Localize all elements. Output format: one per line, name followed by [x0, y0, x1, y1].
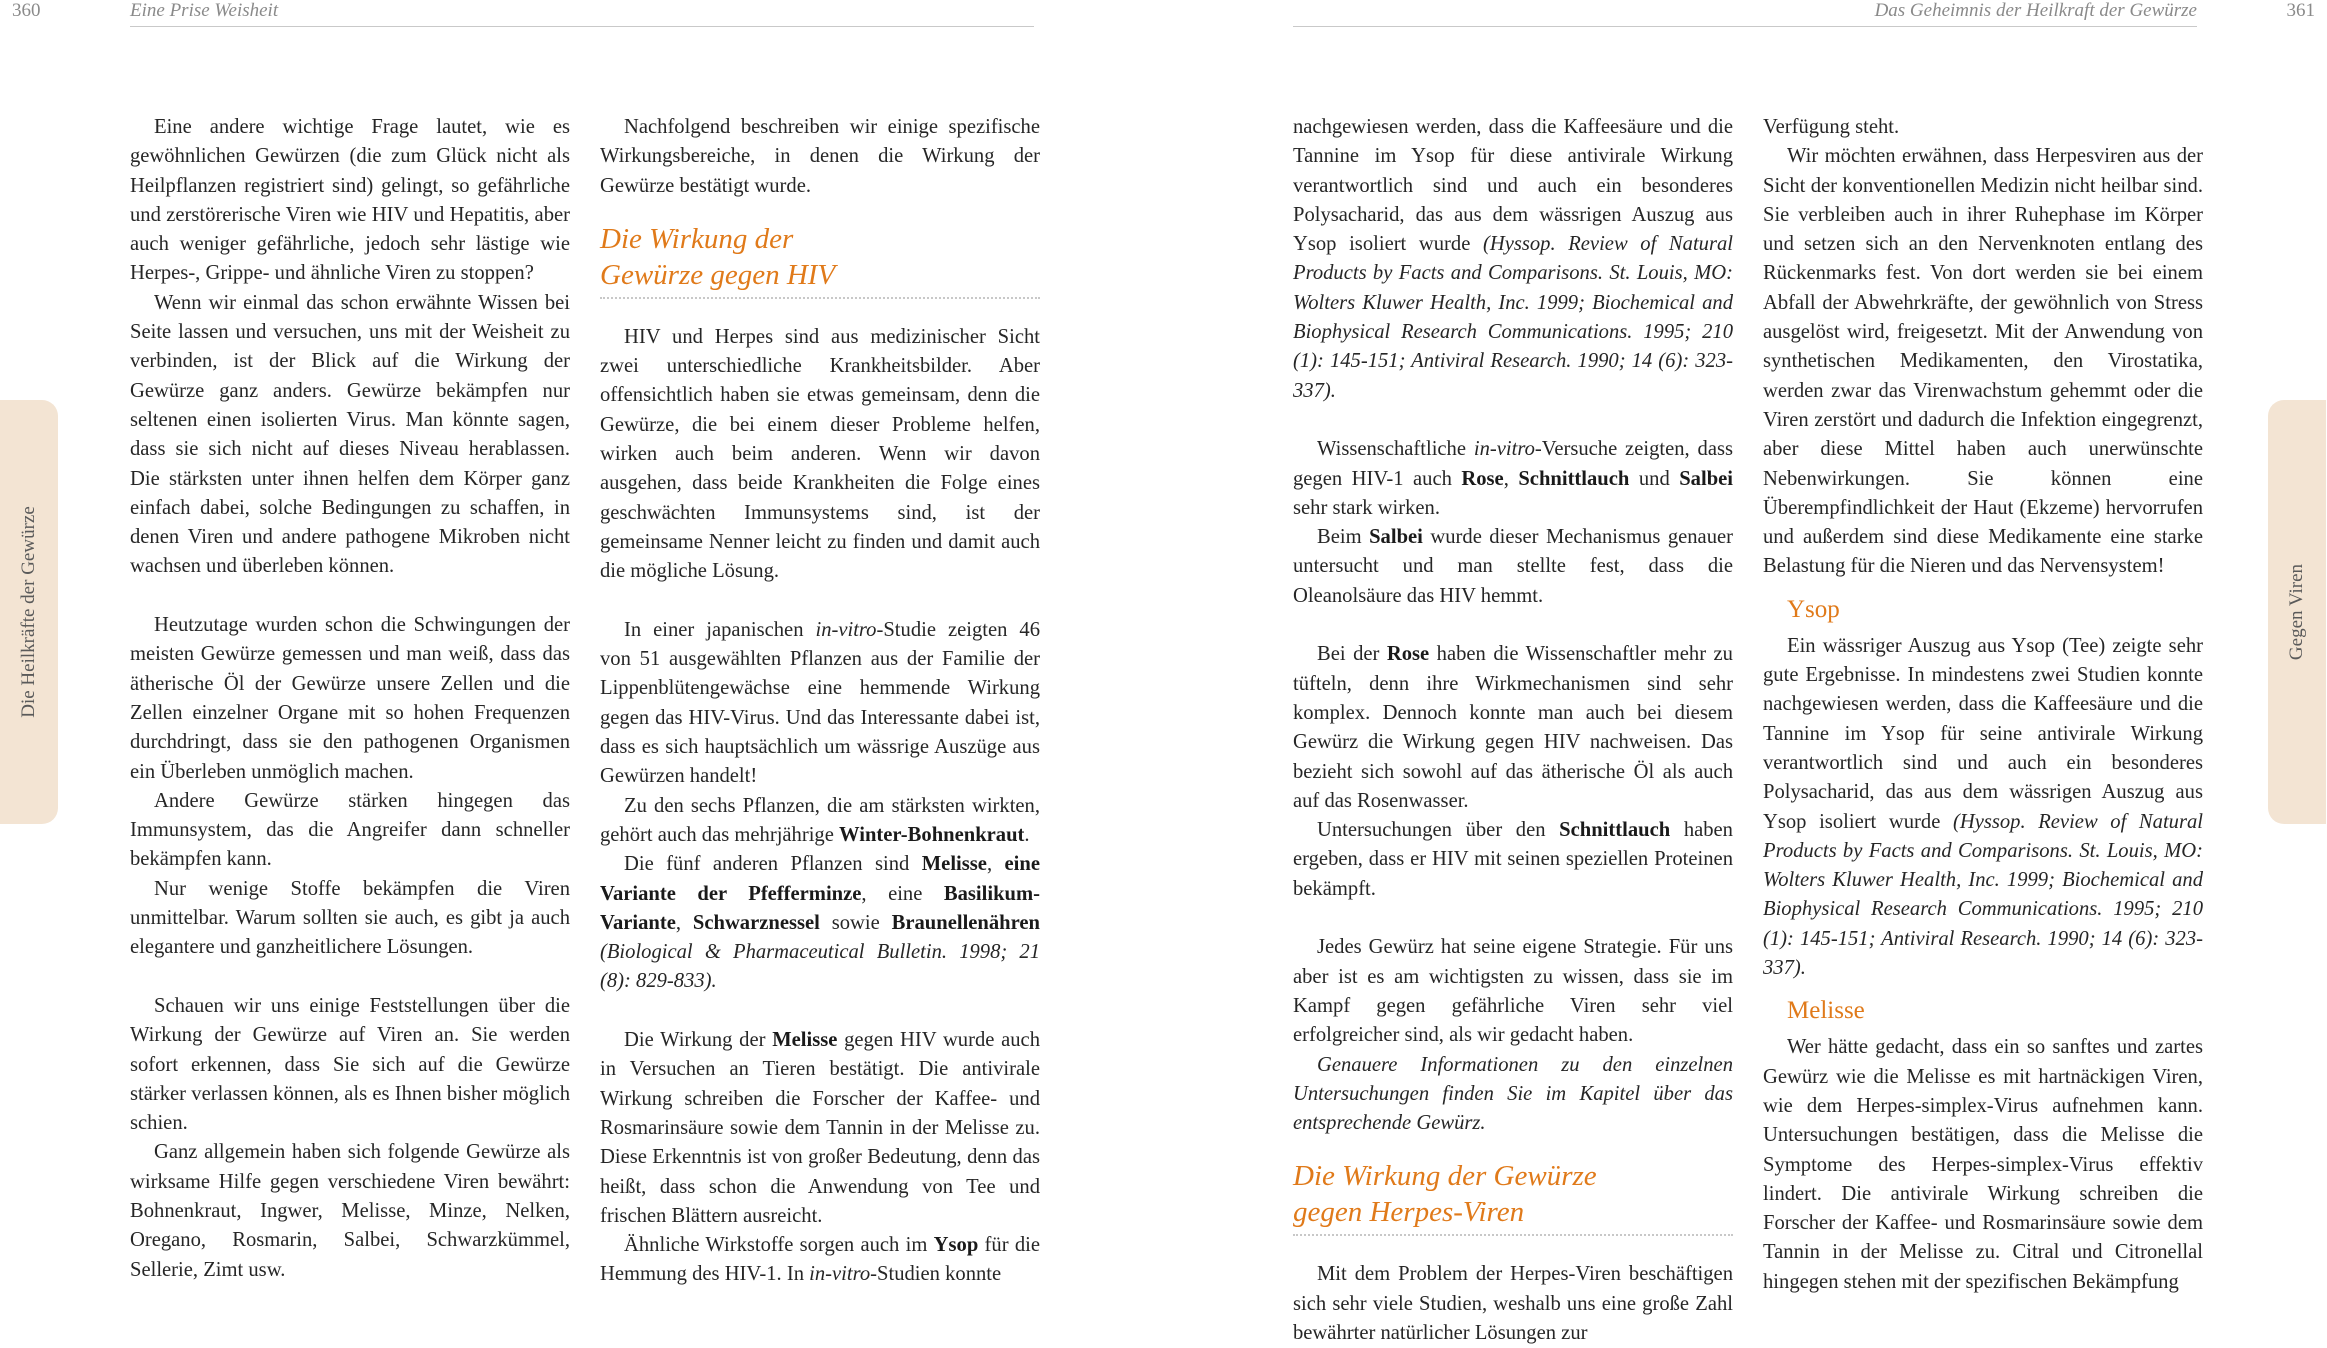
paragraph: Bei der Rose haben die Wissenschaftler mehr zu tüfteln, denn ihre Wirkmechanismen sind sehr komplex. Dennoch konnte man auch bei diesem Gewürz die Wirkung gegen HIV nachweisen. Das bezieht sich sowohl auf das ätherische Öl als auch auf das Rosenwasser. [1293, 643, 1733, 812]
paragraph: Andere Gewürze stärken hingegen das Immunsystem, das die Angreifer dann schneller bekämpfen kann. [130, 789, 570, 871]
paragraph: In einer japanischen in-vitro-Studie zeigten 46 von 51 ausgewählten Pflanzen aus der Familie der Lippenblütengewächse eine hemmende Wirkung gegen das HIV-Virus. Und das Interessante dabei ist, dass es sich hauptsächlich um wässrige Auszüge aus Gewürzen handelt! [600, 618, 1040, 788]
left-header-rule [130, 26, 1034, 27]
paragraph: Genauere Informationen zu den einzelnen Untersuchungen finden Sie im Kapitel über das entsprechende Gewürz. [1293, 1053, 1733, 1135]
right-page-number: 361 [2286, 0, 2315, 21]
paragraph: Wissenschaftliche in-vitro-Versuche zeigten, dass gegen HIV-1 auch Rose, Schnittlauch und Salbei sehr stark wirken. [1293, 438, 1734, 519]
paragraph: Ein wässriger Auszug aus Ysop (Tee) zeigte sehr gute Ergebnisse. In mindestens zwei Studien konnte nachgewiesen werden, dass die Kaffeesäure und die Tannine im Ysop für seine antivirale Wirkung verantwortlich sind und auch ein besonderes Polysacharid, das aus dem wässrigen Auszug aus Ysop isoliert wurde (Hyssop. Review of Natural Products by Facts and Comparisons. St. Louis, MO: Wolters Kluwer Health, Inc. 1999; Biochemical and Biophysical Research Communications. 1995; 210 (1): 145-151; Antiviral Research. 1990; 14 (6): 323-337). [1763, 634, 2203, 980]
right-thumb-tab-label: Gegen Viren [2286, 563, 2307, 661]
paragraph: Zu den sechs Pflanzen, die am stärksten wirkten, gehört auch das mehrjährige Winter-Bohnenkraut. [600, 794, 1040, 846]
left-running-title: Eine Prise Weisheit [130, 0, 279, 21]
paragraph: Wir möchten erwähnen, dass Herpesviren aus der Sicht der konventionellen Medizin nicht heilbar sind. Sie verbleiben auch in ihrer Ruhephase im Körper und setzen sich an den Nervenknoten entlang des Rückenmarks fest. Von dort werden sie bei einem Abfall der Abwehrkräfte, der gewöhnlich von Stress ausgelöst wird, freigesetzt. Mit der Anwendung von synthetischen Medikamenten, den Virostatika, werden zwar das Virenwachstum gehemmt oder die Viren zerstört und dadurch die Infektion eingegrenzt, aber diese Mittel haben auch unerwünschte Nebenwirkungen. Sie können eine Überempfindlichkeit der Haut (Ekzeme) hervorrufen und außerdem sind diese Medikamente eine starke Belastung für die Nieren und das Nervensystem! [1763, 145, 2203, 578]
paragraph: HIV und Herpes sind aus medizinischer Sicht zwei unterschiedliche Krankheitsbilder. Aber offensichtlich haben sie etwas gemeinsam, denn die Gewürze, die bei einem dieser Probleme helfen, wirken auch beim anderen. Wenn wir davon ausgehen, dass beide Krankheiten die Folge eines geschwächten Immunsystems sind, ist der gemeinsame Nenner leicht zu finden und damit auch die mögliche Lösung. [600, 325, 1040, 583]
subheading-melisse: Melisse [1787, 997, 1865, 1025]
paragraph: Heutzutage wurden schon die Schwingungen der meisten Gewürze gemessen und man weiß, dass das ätherische Öl der Gewürze unsere Zellen und die Zellen einzelner Organe mit so hohen Frequenzen durchdringt, dass sie den pathogenen Organismen ein Überleben unmöglich machen. [130, 614, 570, 783]
paragraph: nachgewiesen werden, dass die Kaffeesäure und die Tannine im Ysop für diese antivirale Wirkung verantwortlich sind und auch ein besonderes Polysacharid, das aus dem wässrigen Auszug aus Ysop isoliert wurde (Hyssop. Review of Natural Products by Facts and Comparisons. St. Louis, MO: Wolters Kluwer Health, Inc. 1999; Biochemical and Biophysical Research Communications. 1995; 210 (1): 145-151; Antiviral Research. 1990; 14 (6): 323-337). [1293, 116, 1733, 402]
paragraph: Nur wenige Stoffe bekämpfen die Viren unmittelbar. Warum sollten sie auch, es gibt ja auch elegantere und ganzheitlichere Lösungen. [130, 877, 570, 959]
left-page-number: 360 [12, 0, 41, 21]
left-page-column-2 [600, 113, 1040, 1290]
paragraph: Verfügung steht. [1763, 116, 1900, 138]
paragraph: Schauen wir uns einige Feststellungen über die Wirkung der Gewürze auf Viren an. Sie werden sofort erkennen, dass Sie sich auf die Gewürze stärker verlassen können, als es Ihnen bisher möglich schien. [130, 994, 570, 1135]
subheading-ysop: Ysop [1787, 595, 1840, 623]
paragraph: Jedes Gewürz hat seine eigene Strategie. Für uns aber ist es am wichtigsten zu wissen, dass sie im Kampf gegen gefährliche Viren sehr viel erfolgreicher sind, als wir gedacht haben. [1293, 936, 1733, 1047]
left-thumb-tab-label: Die Heilkräfte der Gewürze [18, 506, 39, 718]
left-thumb-tab [0, 400, 58, 824]
section-heading-herpes: Die Wirkung der Gewürze gegen Herpes-Viren [1293, 1158, 1733, 1236]
paragraph: Die Wirkung der Melisse gegen HIV wurde auch in Versuchen an Tieren bestätigt. Die antivirale Wirkung schreiben die Forscher der Kaffee- und Rosmarinsäure sowie dem Tannin in der Melisse zu. Diese Erkenntnis ist von großer Bedeutung, denn das heißt, dass schon die Anwendung von Tee und frischen Blättern ausreicht. [600, 1029, 1040, 1227]
right-running-title: Das Geheimnis der Heilkraft der Gewürze [1874, 0, 2197, 21]
paragraph: Mit dem Problem der Herpes-Viren beschäftigen sich sehr viele Studien, weshalb uns eine große Zahl bewährter natürlicher Lösungen zur [1293, 1263, 1733, 1344]
paragraph: Eine andere wichtige Frage lautet, wie es gewöhnlichen Gewürzen (die zum Glück nicht als Heilpflanzen registriert sind) gelingt, so gefährliche und zerstörerische Viren wie HIV und Hepatitis, aber auch weniger gefährliche, jedoch sehr lästige wie Herpes-, Grippe- und ähnliche Viren zu stoppen? [130, 116, 570, 285]
paragraph: Nachfolgend beschreiben wir einige spezifische Wirkungsbereiche, in denen die Wirkung der Gewürze bestätigt wurde. [600, 116, 1040, 197]
paragraph: Die fünf anderen Pflanzen sind Melisse, eine Variante der Pfefferminze, eine Basilikum-Variante, Schwarznessel sowie Braunellenähren (Biological & Pharmaceutical Bulletin. 1998; 21 (8): 829-833). [600, 853, 1040, 993]
right-page-column-1 [1293, 113, 1733, 1348]
left-page-column-1 [130, 113, 570, 1285]
right-header-rule [1293, 26, 2197, 27]
section-heading-hiv: Die Wirkung der Gewürze gegen HIV [600, 221, 1040, 299]
paragraph: Untersuchungen über den Schnittlauch haben ergeben, dass er HIV mit seinen speziellen Proteinen bekämpft. [1293, 819, 1733, 900]
paragraph: Ähnliche Wirkstoffe sorgen auch im Ysop für die Hemmung des HIV-1. In in-vitro-Studien konnte [600, 1234, 1040, 1286]
paragraph: Wenn wir einmal das schon erwähnte Wissen bei Seite lassen und versuchen, uns mit der Weisheit zu verbinden, ist der Blick auf die Wirkung der Gewürze ganz anders. Gewürze bekämpfen nur seltenen einen isolierten Virus. Man könnte sagen, dass sie sich nicht auf dieses Niveau herablassen. Die stärksten unter ihnen helfen dem Körper ganz einfach dabei, solche Bedingungen zu schaffen, in denen Viren und andere pathogene Mikroben nicht wachsen und überleben können. [130, 291, 570, 578]
right-page-column-2 [1763, 113, 2203, 1297]
paragraph: Ganz allgemein haben sich folgende Gewürze als wirksame Hilfe gegen verschiedene Viren bewährt: Bohnenkraut, Ingwer, Melisse, Minze, Nelken, Oregano, Rosmarin, Salbei, Schwarzkümmel, Sellerie, Zimt usw. [130, 1141, 570, 1281]
paragraph: Beim Salbei wurde dieser Mechanismus genauer untersucht und man stellte fest, dass die Oleanolsäure das HIV hemmt. [1293, 526, 1733, 607]
paragraph: Wer hätte gedacht, dass ein so sanftes und zartes Gewürz wie die Melisse es mit hartnäckigen Viren, wie dem Herpes-simplex-Virus aufnehmen kann. Untersuchungen bestätigen, dass die Melisse die Symptome des Herpes-simplex-Virus effektiv lindert. Die antivirale Wirkung schreiben die Forscher der Kaffee- und Rosmarinsäure sowie dem Tannin in der Melisse zu. Citral und Citronellal hingegen stehen mit der spezifischen Bekämpfung [1763, 1036, 2203, 1293]
right-thumb-tab [2268, 400, 2326, 824]
